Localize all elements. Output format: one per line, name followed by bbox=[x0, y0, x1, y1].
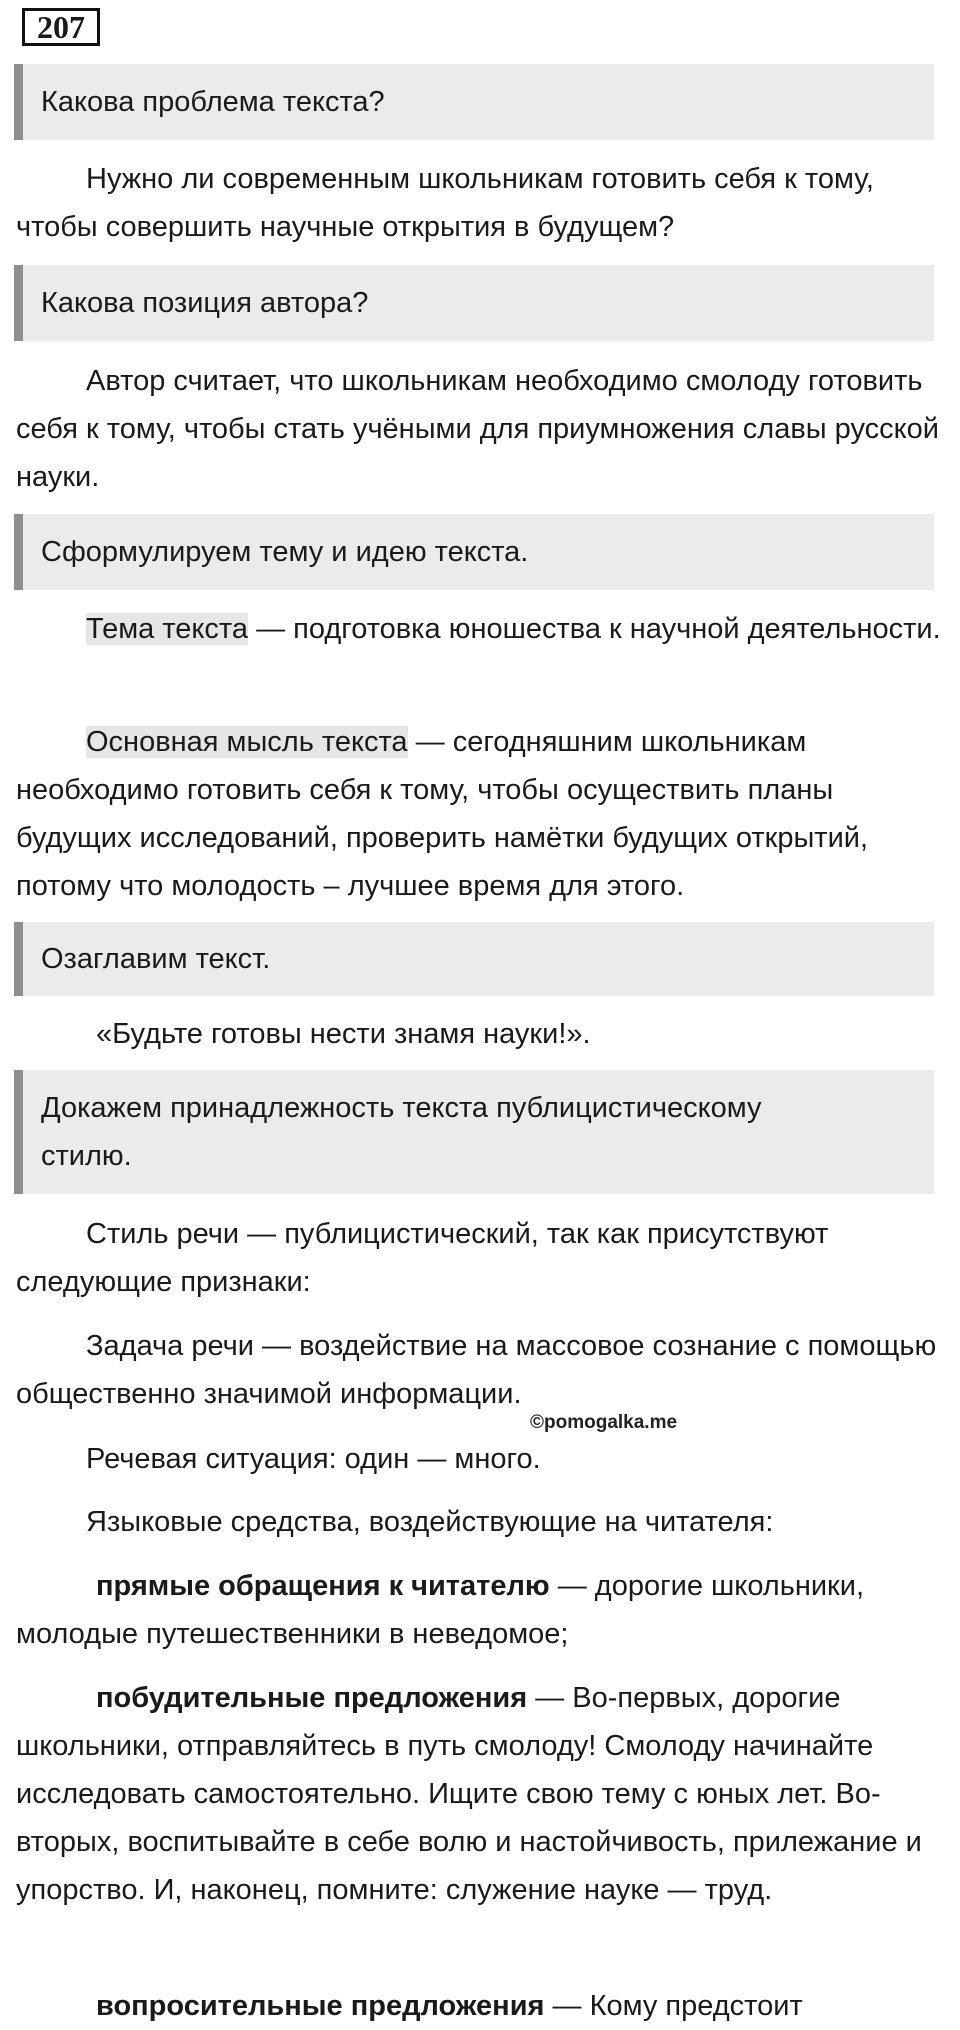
question-position bbox=[14, 265, 934, 341]
task-number: 207 bbox=[22, 8, 100, 46]
question-sentences-text: — Кому предстоит bbox=[544, 1990, 803, 2022]
answer-title bbox=[16, 1010, 946, 1058]
imperative-paragraph bbox=[16, 1674, 946, 1914]
question-problem-text: Какова проблема текста? bbox=[41, 86, 385, 118]
theme-label: Тема текста bbox=[86, 613, 249, 645]
question-title bbox=[14, 922, 934, 996]
style-text: Стиль речи — публицистический, так как присутствуют следующие признаки: bbox=[16, 1218, 829, 1298]
question-style-text: Докажем принадлежность текста публицистическому стилю. bbox=[41, 1092, 762, 1172]
appeal-label: прямые обращения к читателю bbox=[96, 1570, 550, 1602]
theme-paragraph bbox=[16, 605, 946, 653]
answer-problem bbox=[16, 155, 946, 251]
task-text: Задача речи — воздействие на массовое сознание с помощью общественно значимой информации. bbox=[16, 1330, 937, 1410]
task-paragraph bbox=[16, 1322, 946, 1418]
answer-position-text: Автор считает, что школьникам необходимо смолоду готовить себя к тому, чтобы стать учёными для приумножения славы русской науки. bbox=[16, 365, 939, 493]
idea-label: Основная мысль текста bbox=[86, 726, 408, 758]
watermark: ©pomogalka.me bbox=[530, 1412, 678, 1433]
answer-problem-text: Нужно ли современным школьникам готовить себя к тому, чтобы совершить научные открытия в будущем? bbox=[16, 163, 874, 243]
answer-title-text: «Будьте готовы нести знамя науки!». bbox=[96, 1018, 591, 1050]
imperative-label: побудительные предложения bbox=[96, 1682, 528, 1714]
theme-text: — подготовка юношества к научной деятельности. bbox=[248, 613, 941, 645]
question-theme-idea-text: Сформулируем тему и идею текста. bbox=[41, 536, 529, 568]
question-title-text: Озаглавим текст. bbox=[41, 943, 271, 975]
style-paragraph bbox=[16, 1210, 946, 1306]
appeal-paragraph bbox=[16, 1562, 946, 1658]
situation-paragraph bbox=[16, 1435, 946, 1483]
question-style bbox=[14, 1070, 934, 1194]
imperative-text: — Во-первых, дорогие школьники, отправляйтесь в путь смолоду! Смолоду начинайте исследовать самостоятельно. Ищите свою тему с юных лет. Во-вторых, воспитывайте в себе волю и настойчивость, прилежание и упорство. И, наконец, помните: служение науке — труд. bbox=[16, 1682, 922, 1906]
idea-text: — сегодняшним школьникам необходимо готовить себя к тому, чтобы осуществить планы будущих исследований, проверить намётки будущих открытий, потому что молодость – лучшее время для этого. bbox=[16, 726, 869, 902]
answer-position bbox=[16, 357, 946, 501]
appeal-text: — дорогие школьники, молодые путешественники в неведомое; bbox=[16, 1570, 864, 1650]
question-position-text: Какова позиция автора? bbox=[41, 287, 369, 319]
question-theme-idea bbox=[14, 514, 934, 590]
means-text: Языковые средства, воздействующие на читателя: bbox=[86, 1506, 774, 1538]
idea-paragraph bbox=[16, 718, 946, 910]
question-problem bbox=[14, 64, 934, 140]
situation-text: Речевая ситуация: один — много. bbox=[86, 1443, 541, 1475]
means-paragraph bbox=[16, 1498, 946, 1546]
question-sentences-label: вопросительные предложения bbox=[96, 1990, 545, 2022]
